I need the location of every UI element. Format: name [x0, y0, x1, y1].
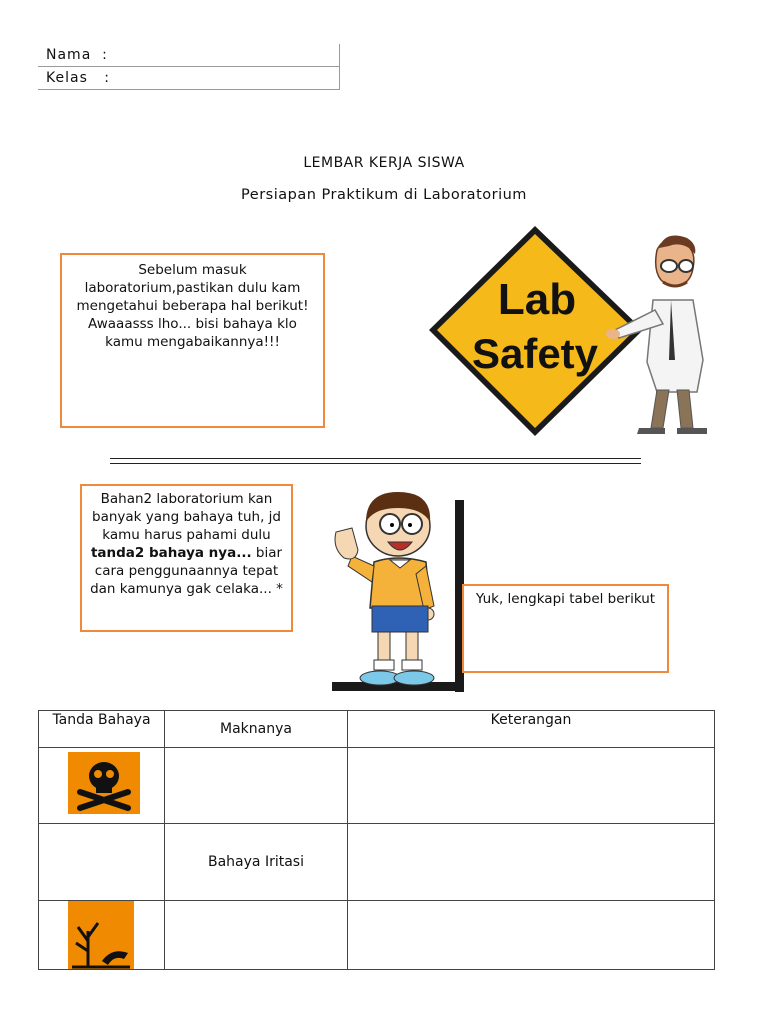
header-keterangan: Keterangan [348, 711, 715, 748]
cartoon-boy-illustration [322, 492, 470, 692]
meaning-cell[interactable] [165, 748, 348, 824]
table-row [39, 748, 715, 824]
header-tanda-bahaya: Tanda Bahaya [39, 711, 165, 748]
class-field[interactable]: Kelas : [38, 67, 340, 90]
symbol-cell[interactable] [39, 824, 165, 901]
divider-bottom [110, 463, 641, 464]
info-text: Bahan2 laboratorium kan banyak yang bahaya tuh, jd kamu harus pahami dulu [92, 491, 281, 543]
name-field[interactable]: Nama : [38, 44, 340, 67]
environment-hazard-icon [68, 901, 134, 969]
hazard-table [38, 710, 715, 970]
skull-crossbones-icon [68, 752, 140, 814]
info-text-after: biar cara penggunaannya tepat dan kamunya gak celaka... * [90, 545, 283, 597]
scientist-figure [606, 236, 707, 434]
table-row [39, 901, 715, 970]
description-cell[interactable] [348, 824, 715, 901]
info-box [80, 484, 293, 632]
meaning-cell[interactable] [165, 901, 348, 970]
prompt-text: Yuk, lengkapi tabel berikut [475, 591, 656, 607]
symbol-cell [39, 748, 165, 824]
symbol-cell [39, 901, 165, 970]
table-row [39, 824, 715, 901]
lab-safety-illustration [425, 222, 725, 447]
intro-box [60, 253, 325, 428]
page-title: LEMBAR KERJA SISWA [303, 155, 465, 171]
identity-table [38, 44, 340, 90]
prompt-box [462, 584, 669, 673]
info-text-bold: tanda2 bahaya nya... [90, 545, 252, 561]
divider-top [110, 458, 641, 459]
page-subtitle: Persiapan Praktikum di Laboratorium [241, 187, 527, 203]
description-cell[interactable] [348, 901, 715, 970]
sign-line2: Safety [471, 330, 599, 377]
header-maknanya: Maknanya [165, 711, 348, 748]
intro-text: Sebelum masuk laboratorium,pastikan dulu kam mengetahui beberapa hal berikut! Awaaasss lho... bisi bahaya klo kamu mengabaikannya!!! [76, 262, 309, 350]
description-cell[interactable] [348, 748, 715, 824]
sign-line1: Lab [497, 275, 577, 324]
meaning-cell: Bahaya Iritasi [165, 824, 348, 901]
